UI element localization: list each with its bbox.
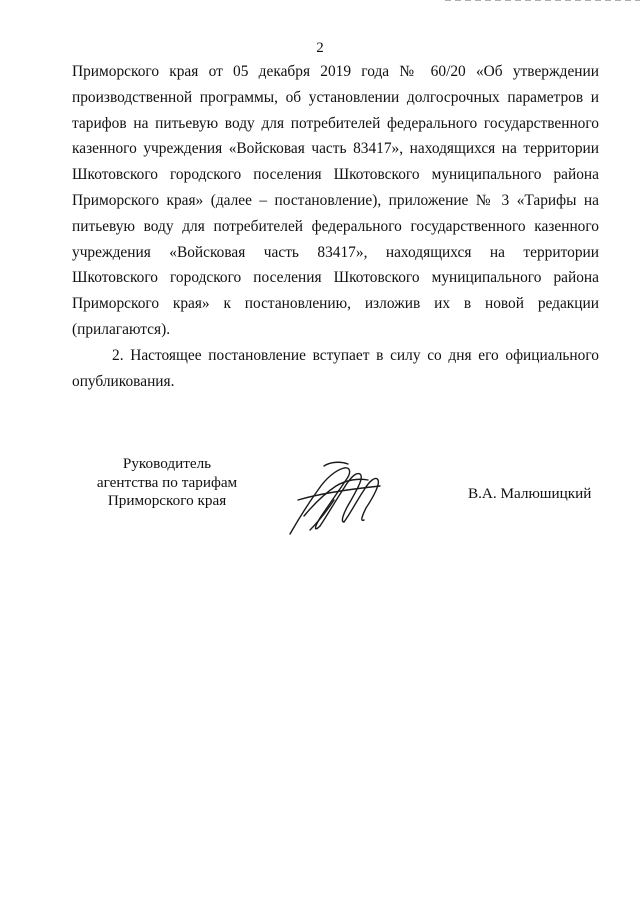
- signatory-title-line: Приморского края: [107, 492, 227, 510]
- signatory-title: [72, 455, 262, 511]
- document-body: [72, 59, 599, 394]
- signatory-name: В.А. Малюшицкий: [468, 485, 592, 502]
- signatory-title-line: Руководитель: [122, 455, 212, 472]
- scan-edge-mark: [445, 0, 640, 1]
- paragraph-continuation: Приморского края от 05 декабря 2019 года № 60/20 «Об утверждении производственной программы, об установлении долгосрочных параметров и тарифов на питьевую воду для потребителей федерального государственного казенного учреждения «Войсковая часть 83417», находящихся на территории Шкотовского городского поселения Шкотовского муниципального района Приморского края» (далее – постановление), приложение № 3 «Тарифы на питьевую воду для потребителей федерального государственного казенного учреждения «Войсковая часть 83417», находящихся на территории Шкотовского городского поселения Шкотовского муниципального района Приморского края» к постановлению, изложив их в новой редакции (прилагаются).: [72, 63, 599, 338]
- signatory-title-line: агентства по тарифам: [96, 473, 238, 491]
- handwritten-signature: [284, 460, 388, 538]
- paragraph-effective-date: 2. Настоящее постановление вступает в силу со дня его официального опубликования.: [72, 346, 599, 390]
- page-number: 2: [316, 40, 324, 56]
